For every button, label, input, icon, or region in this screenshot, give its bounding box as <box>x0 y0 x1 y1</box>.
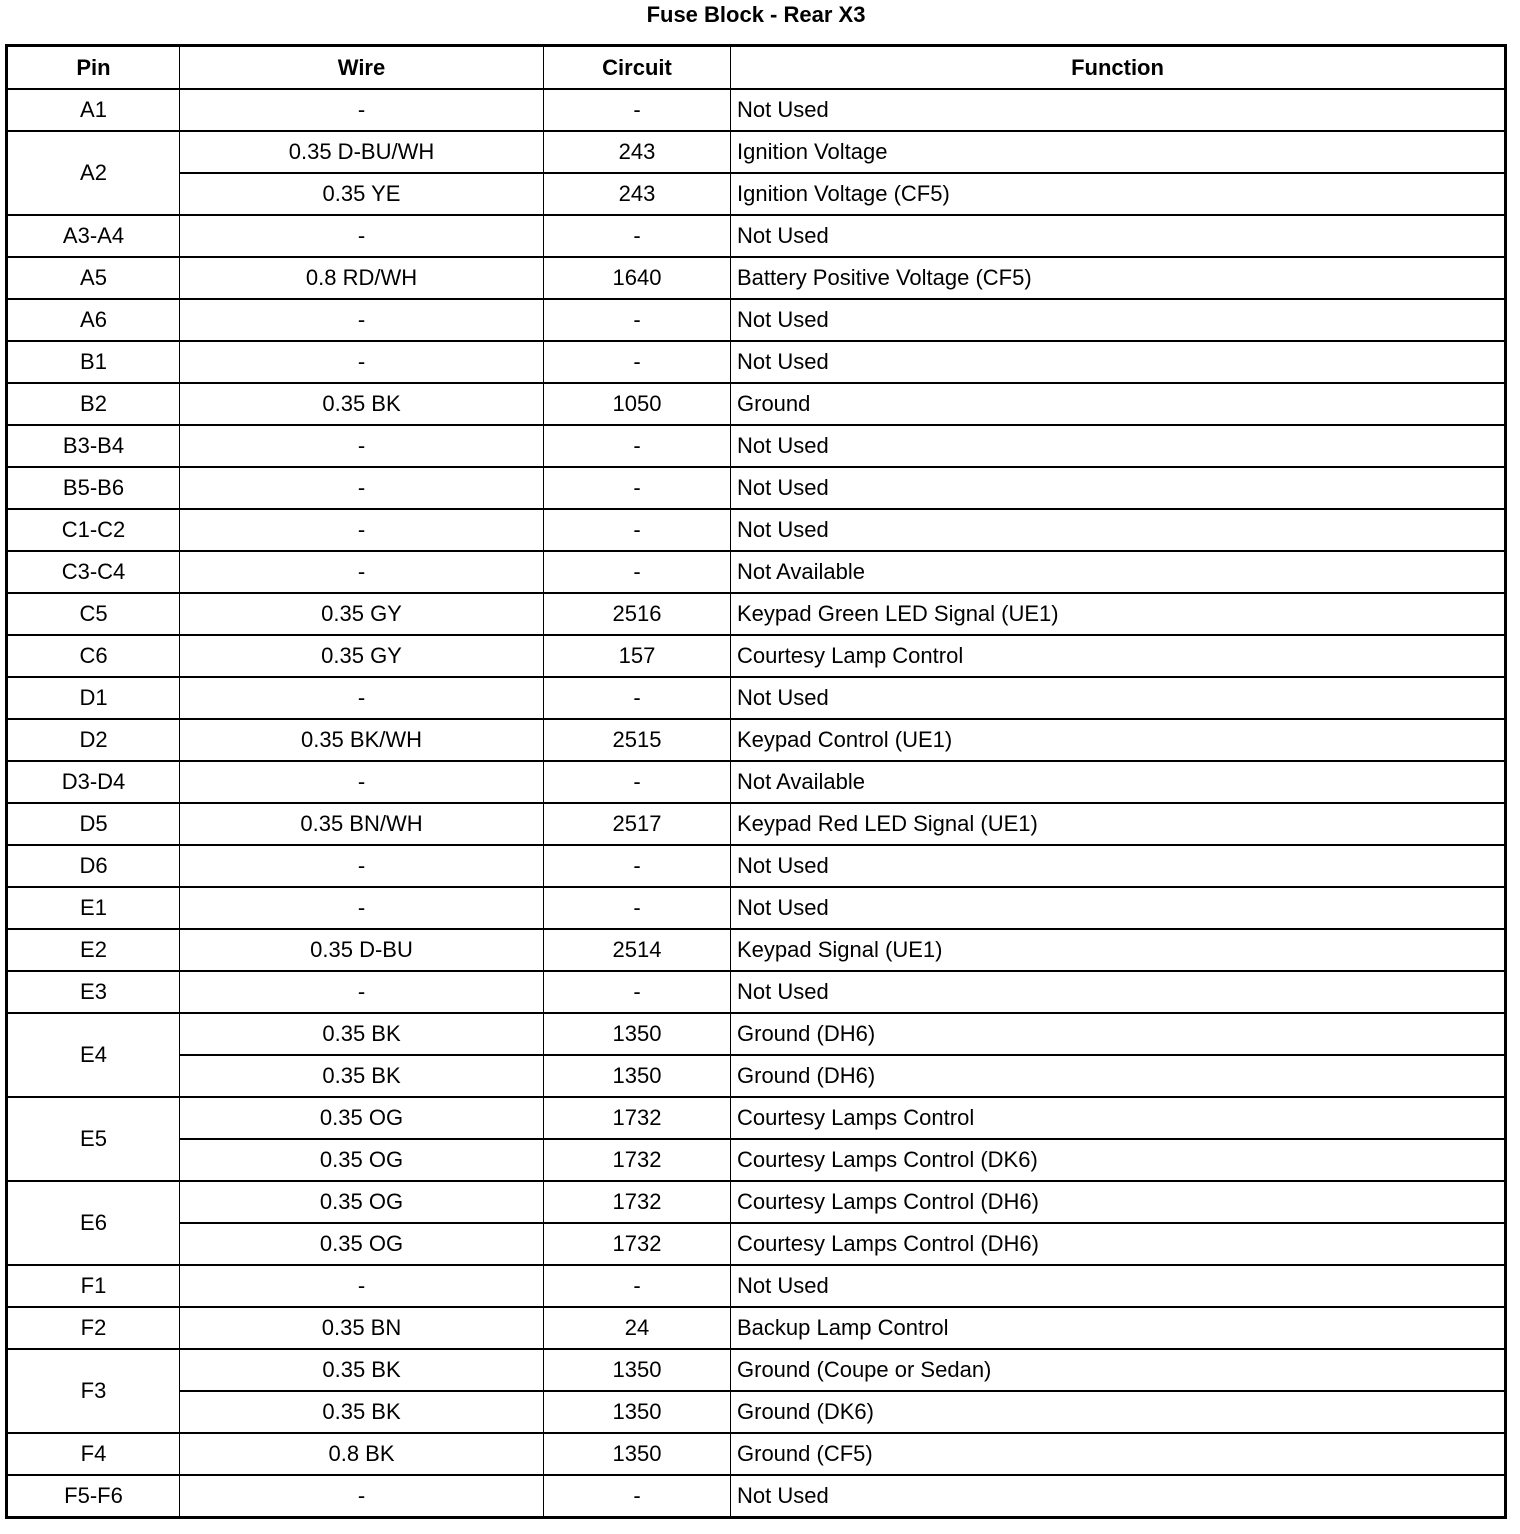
wire-cell: 0.35 OG <box>180 1223 544 1265</box>
function-cell: Not Used <box>731 341 1506 383</box>
table-row <box>7 677 1506 719</box>
table-row <box>7 929 1506 971</box>
wire-cell: 0.35 BK <box>180 1349 544 1391</box>
function-cell: Courtesy Lamps Control <box>731 1097 1506 1139</box>
wire-cell: 0.35 BN <box>180 1307 544 1349</box>
wire-cell: 0.35 BK <box>180 383 544 425</box>
pin-cell: B2 <box>7 383 180 425</box>
function-cell: Ground (CF5) <box>731 1433 1506 1475</box>
table-row <box>7 803 1506 845</box>
circuit-cell: 1640 <box>544 257 731 299</box>
circuit-cell: - <box>544 425 731 467</box>
table-header-row <box>7 46 1506 90</box>
table-row <box>7 509 1506 551</box>
pin-cell: B1 <box>7 341 180 383</box>
pin-cell: B5-B6 <box>7 467 180 509</box>
wire-cell: - <box>180 89 544 131</box>
wire-cell: - <box>180 215 544 257</box>
table-row <box>7 1139 1506 1181</box>
function-cell: Ground (Coupe or Sedan) <box>731 1349 1506 1391</box>
function-cell: Not Used <box>731 299 1506 341</box>
circuit-cell: 1350 <box>544 1433 731 1475</box>
circuit-cell: - <box>544 677 731 719</box>
function-cell: Ground (DH6) <box>731 1055 1506 1097</box>
function-cell: Ignition Voltage (CF5) <box>731 173 1506 215</box>
wire-cell: - <box>180 1475 544 1518</box>
pin-cell: C6 <box>7 635 180 677</box>
wire-cell: - <box>180 341 544 383</box>
circuit-cell: 2514 <box>544 929 731 971</box>
function-cell: Courtesy Lamp Control <box>731 635 1506 677</box>
pin-cell: D2 <box>7 719 180 761</box>
function-cell: Not Used <box>731 467 1506 509</box>
circuit-cell: 1350 <box>544 1013 731 1055</box>
circuit-cell: 1050 <box>544 383 731 425</box>
pin-cell: A2 <box>7 131 180 215</box>
pin-cell: F5-F6 <box>7 1475 180 1518</box>
pin-cell: D6 <box>7 845 180 887</box>
wire-cell: 0.35 BK <box>180 1391 544 1433</box>
function-cell: Not Used <box>731 1475 1506 1518</box>
circuit-cell: 24 <box>544 1307 731 1349</box>
function-cell: Not Used <box>731 89 1506 131</box>
wire-cell: 0.35 BK <box>180 1013 544 1055</box>
wire-cell: - <box>180 971 544 1013</box>
circuit-cell: 243 <box>544 131 731 173</box>
function-cell: Not Available <box>731 551 1506 593</box>
table-row <box>7 971 1506 1013</box>
table-row <box>7 383 1506 425</box>
function-cell: Battery Positive Voltage (CF5) <box>731 257 1506 299</box>
wire-cell: - <box>180 761 544 803</box>
wire-cell: - <box>180 1265 544 1307</box>
wire-cell: - <box>180 299 544 341</box>
function-cell: Not Used <box>731 971 1506 1013</box>
function-cell: Not Used <box>731 215 1506 257</box>
circuit-cell: - <box>544 467 731 509</box>
table-row <box>7 89 1506 131</box>
circuit-cell: - <box>544 509 731 551</box>
table-row <box>7 341 1506 383</box>
circuit-cell: - <box>544 215 731 257</box>
function-cell: Courtesy Lamps Control (DK6) <box>731 1139 1506 1181</box>
table-row <box>7 299 1506 341</box>
wire-cell: 0.8 RD/WH <box>180 257 544 299</box>
wire-cell: - <box>180 467 544 509</box>
function-cell: Keypad Green LED Signal (UE1) <box>731 593 1506 635</box>
pin-cell: D1 <box>7 677 180 719</box>
table-row <box>7 467 1506 509</box>
header-circuit: Circuit <box>544 46 731 90</box>
pin-cell: E2 <box>7 929 180 971</box>
function-cell: Backup Lamp Control <box>731 1307 1506 1349</box>
function-cell: Ground (DK6) <box>731 1391 1506 1433</box>
table-row <box>7 887 1506 929</box>
pin-cell: A5 <box>7 257 180 299</box>
header-pin: Pin <box>7 46 180 90</box>
wire-cell: - <box>180 425 544 467</box>
table-row <box>7 761 1506 803</box>
function-cell: Courtesy Lamps Control (DH6) <box>731 1223 1506 1265</box>
circuit-cell: - <box>544 1265 731 1307</box>
wire-cell: 0.35 GY <box>180 593 544 635</box>
function-cell: Not Used <box>731 677 1506 719</box>
pin-cell: E1 <box>7 887 180 929</box>
circuit-cell: - <box>544 887 731 929</box>
table-row <box>7 1265 1506 1307</box>
circuit-cell: 1732 <box>544 1181 731 1223</box>
wire-cell: - <box>180 509 544 551</box>
header-function: Function <box>731 46 1506 90</box>
wire-cell: 0.35 BK/WH <box>180 719 544 761</box>
table-row <box>7 425 1506 467</box>
circuit-cell: 2517 <box>544 803 731 845</box>
pin-cell: F4 <box>7 1433 180 1475</box>
pin-cell: F3 <box>7 1349 180 1433</box>
wire-cell: - <box>180 551 544 593</box>
table-row <box>7 593 1506 635</box>
table-row <box>7 1433 1506 1475</box>
pin-cell: C1-C2 <box>7 509 180 551</box>
circuit-cell: - <box>544 89 731 131</box>
wire-cell: 0.35 OG <box>180 1181 544 1223</box>
table-row <box>7 1391 1506 1433</box>
pin-cell: F2 <box>7 1307 180 1349</box>
function-cell: Not Used <box>731 845 1506 887</box>
table-row <box>7 719 1506 761</box>
wire-cell: 0.8 BK <box>180 1433 544 1475</box>
table-row <box>7 1223 1506 1265</box>
function-cell: Not Used <box>731 1265 1506 1307</box>
pin-cell: E5 <box>7 1097 180 1181</box>
circuit-cell: 157 <box>544 635 731 677</box>
wire-cell: 0.35 OG <box>180 1097 544 1139</box>
table-row <box>7 1097 1506 1139</box>
table-row <box>7 1181 1506 1223</box>
circuit-cell: 2515 <box>544 719 731 761</box>
function-cell: Ignition Voltage <box>731 131 1506 173</box>
circuit-cell: - <box>544 1475 731 1518</box>
pin-cell: A1 <box>7 89 180 131</box>
pin-cell: E4 <box>7 1013 180 1097</box>
table-row <box>7 1013 1506 1055</box>
table-row <box>7 131 1506 173</box>
pin-cell: F1 <box>7 1265 180 1307</box>
table-row <box>7 635 1506 677</box>
function-cell: Courtesy Lamps Control (DH6) <box>731 1181 1506 1223</box>
table-row <box>7 1475 1506 1518</box>
function-cell: Keypad Control (UE1) <box>731 719 1506 761</box>
pin-cell: D5 <box>7 803 180 845</box>
table-row <box>7 551 1506 593</box>
pin-cell: B3-B4 <box>7 425 180 467</box>
wire-cell: 0.35 D-BU <box>180 929 544 971</box>
function-cell: Keypad Signal (UE1) <box>731 929 1506 971</box>
wire-cell: 0.35 GY <box>180 635 544 677</box>
function-cell: Not Used <box>731 887 1506 929</box>
circuit-cell: 1350 <box>544 1349 731 1391</box>
circuit-cell: - <box>544 971 731 1013</box>
function-cell: Ground <box>731 383 1506 425</box>
wire-cell: 0.35 OG <box>180 1139 544 1181</box>
wire-cell: - <box>180 887 544 929</box>
document-title: Fuse Block - Rear X3 <box>646 2 866 27</box>
wire-cell: - <box>180 845 544 887</box>
wire-cell: 0.35 BK <box>180 1055 544 1097</box>
wire-cell: 0.35 D-BU/WH <box>180 131 544 173</box>
pinout-table <box>5 44 1507 1519</box>
circuit-cell: 1732 <box>544 1139 731 1181</box>
table-row <box>7 215 1506 257</box>
function-cell: Not Used <box>731 509 1506 551</box>
circuit-cell: - <box>544 551 731 593</box>
pin-cell: D3-D4 <box>7 761 180 803</box>
pin-cell: A3-A4 <box>7 215 180 257</box>
wire-cell: 0.35 BN/WH <box>180 803 544 845</box>
circuit-cell: - <box>544 299 731 341</box>
table-row <box>7 845 1506 887</box>
pin-cell: E6 <box>7 1181 180 1265</box>
table-row <box>7 257 1506 299</box>
circuit-cell: - <box>544 761 731 803</box>
table-row <box>7 1307 1506 1349</box>
function-cell: Keypad Red LED Signal (UE1) <box>731 803 1506 845</box>
function-cell: Ground (DH6) <box>731 1013 1506 1055</box>
circuit-cell: 1732 <box>544 1223 731 1265</box>
table-row <box>7 1349 1506 1391</box>
pin-cell: C5 <box>7 593 180 635</box>
table-row <box>7 173 1506 215</box>
pin-cell: A6 <box>7 299 180 341</box>
table-row <box>7 1055 1506 1097</box>
circuit-cell: 1732 <box>544 1097 731 1139</box>
circuit-cell: - <box>544 341 731 383</box>
header-wire: Wire <box>180 46 544 90</box>
circuit-cell: 2516 <box>544 593 731 635</box>
circuit-cell: 243 <box>544 173 731 215</box>
wire-cell: - <box>180 677 544 719</box>
function-cell: Not Used <box>731 425 1506 467</box>
circuit-cell: - <box>544 845 731 887</box>
circuit-cell: 1350 <box>544 1391 731 1433</box>
wire-cell: 0.35 YE <box>180 173 544 215</box>
circuit-cell: 1350 <box>544 1055 731 1097</box>
function-cell: Not Available <box>731 761 1506 803</box>
pin-cell: C3-C4 <box>7 551 180 593</box>
pin-cell: E3 <box>7 971 180 1013</box>
